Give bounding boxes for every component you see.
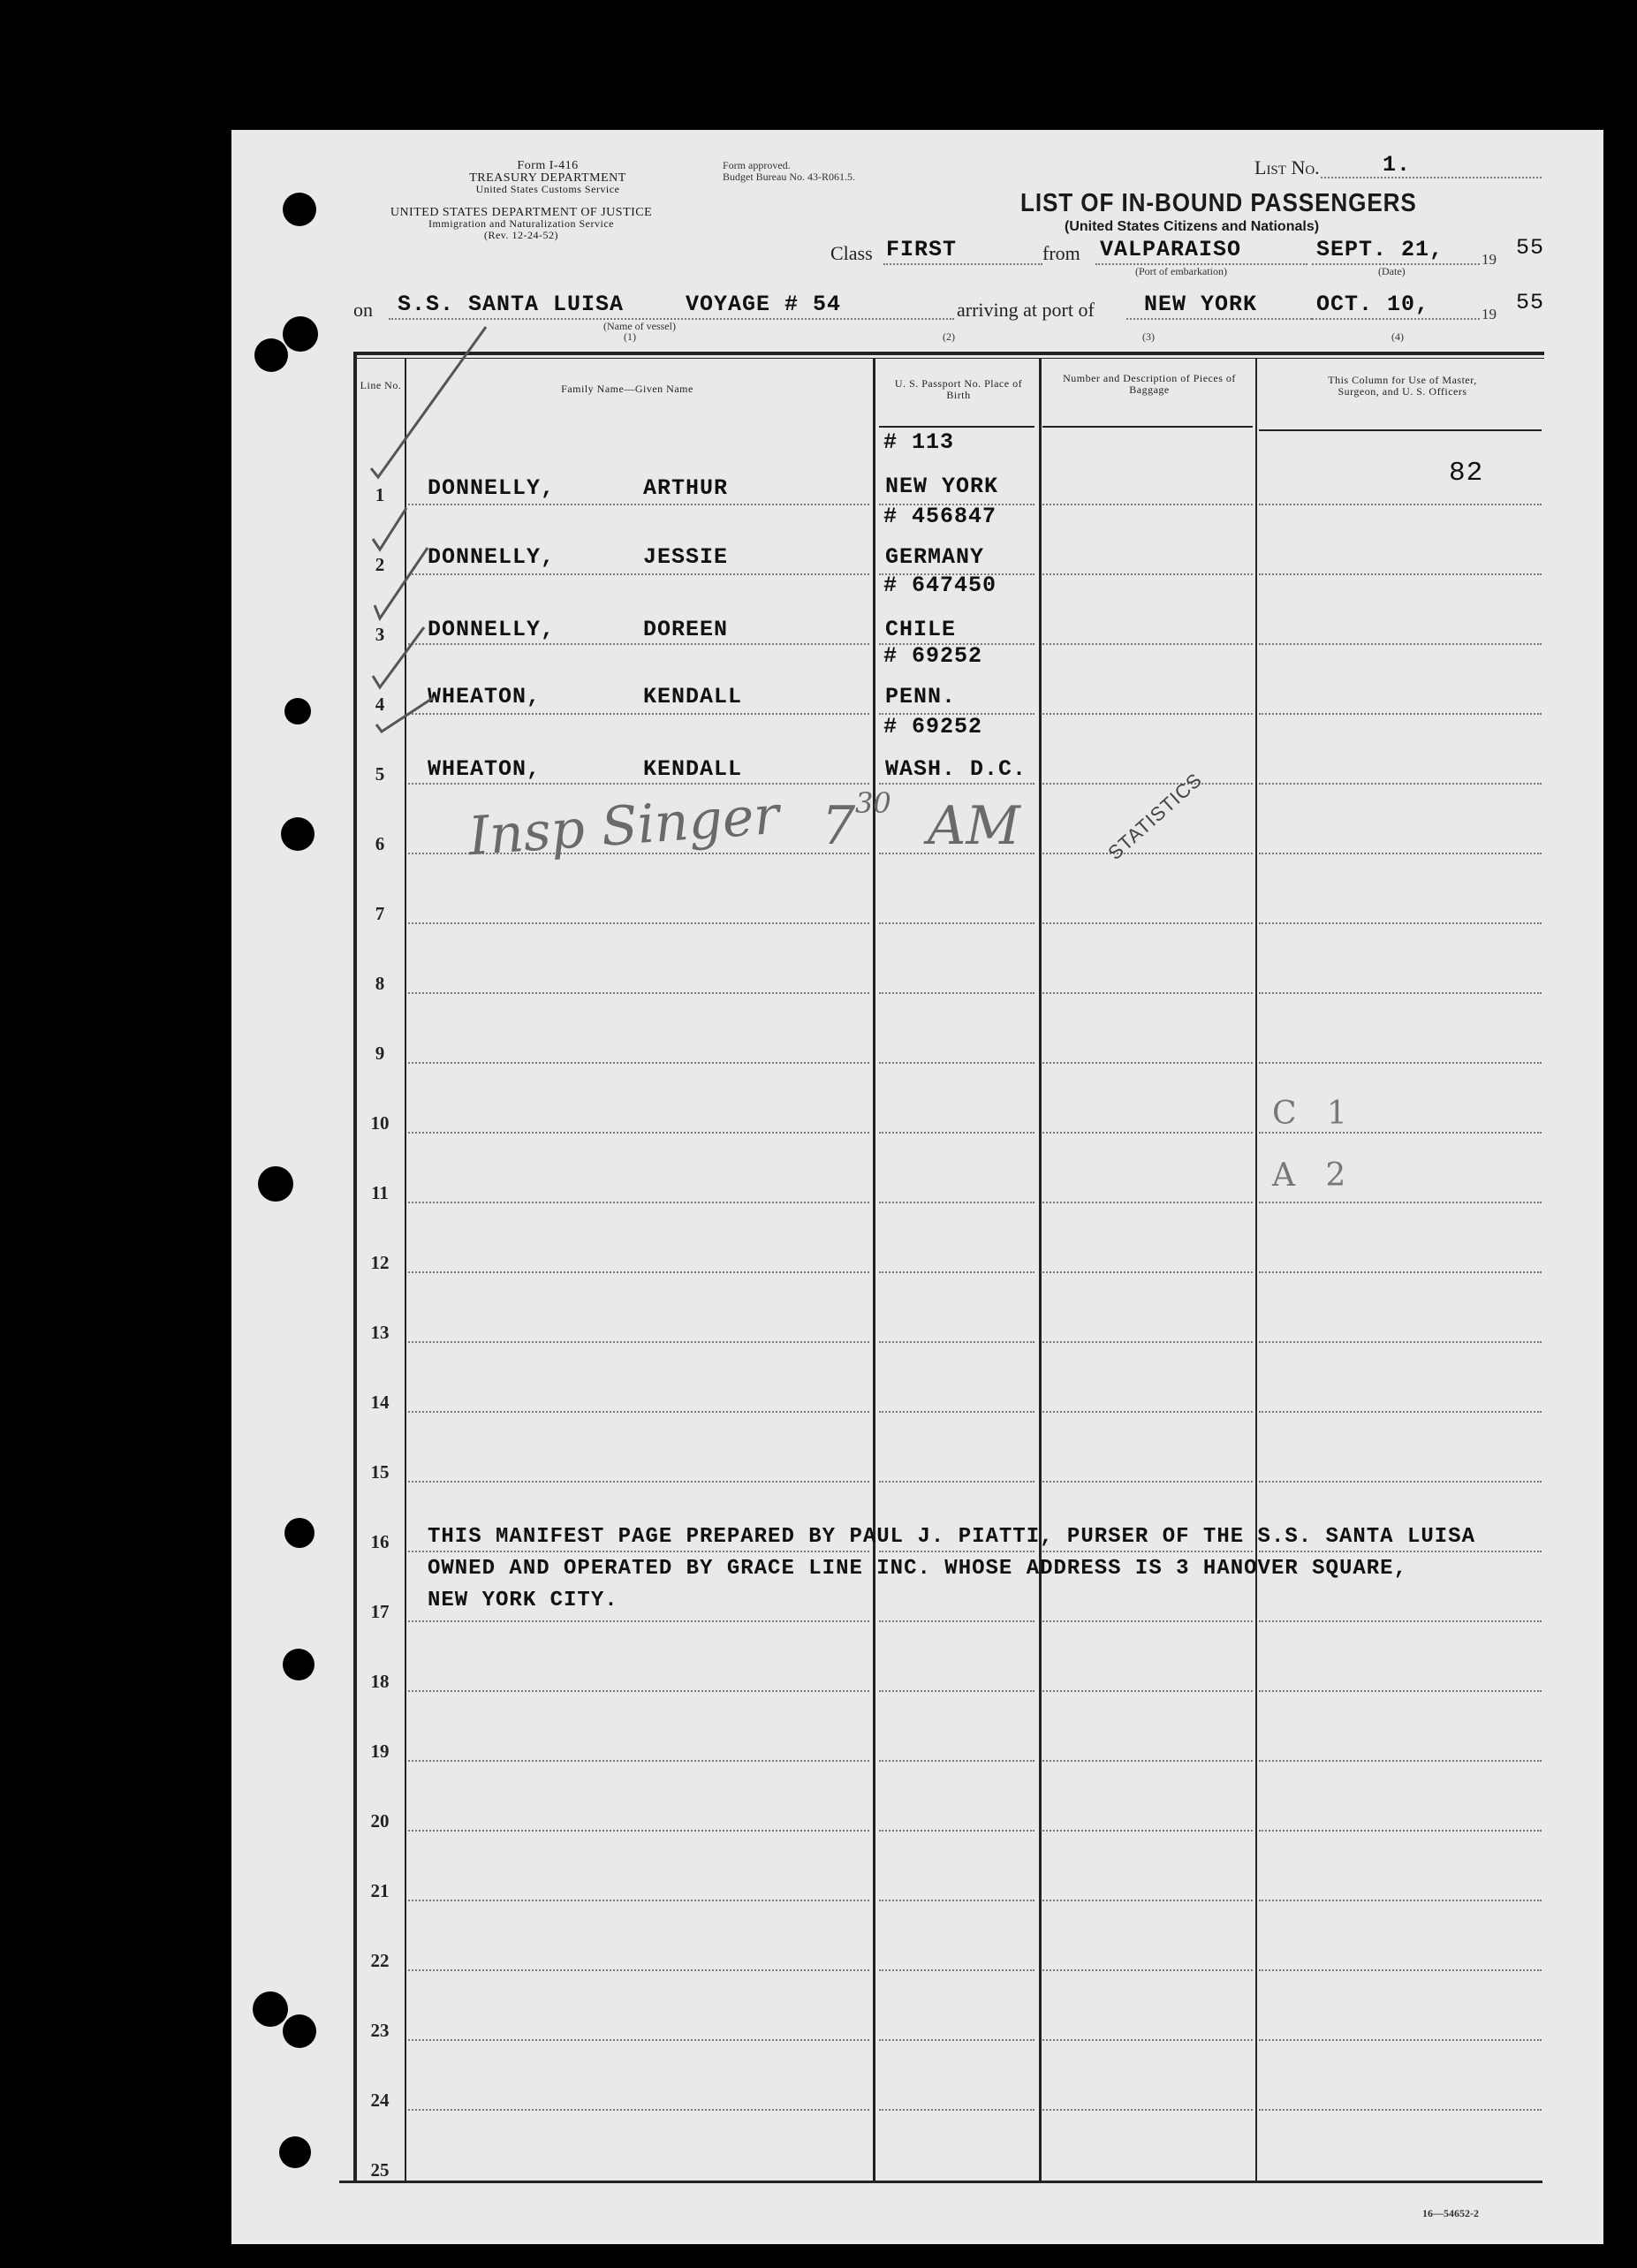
line-number: 7 — [375, 903, 385, 924]
name-col-rule — [873, 358, 875, 2181]
row-rule — [1042, 1900, 1253, 1901]
row-rule — [1259, 1202, 1542, 1203]
purser-statement-line: THIS MANIFEST PAGE PREPARED BY PAUL J. PIATTI, PURSER OF THE S.S. SANTA LUISA — [428, 1525, 1475, 1549]
caption-2: (2) — [943, 330, 955, 343]
row-rule — [408, 1830, 869, 1832]
passport-number: # 456847 — [883, 504, 997, 529]
row-rule — [879, 1481, 1034, 1483]
line-number: 25 — [370, 2159, 390, 2181]
row-rule — [879, 2109, 1034, 2111]
form-number: Form I-416 — [517, 159, 579, 172]
row-rule — [1042, 1271, 1253, 1273]
line-number: 1 — [375, 484, 385, 505]
header-rule — [1259, 429, 1542, 431]
row-rule — [1042, 1341, 1253, 1343]
row-rule — [1259, 2039, 1542, 2041]
row-rule — [408, 2039, 869, 2041]
row-rule — [1042, 1690, 1253, 1692]
passport-number: # 647450 — [883, 573, 997, 598]
row-rule — [408, 783, 869, 785]
row-rule — [408, 1900, 869, 1901]
row-rule — [1259, 1411, 1542, 1413]
line-number: 6 — [375, 833, 385, 854]
row-rule — [1259, 1132, 1542, 1134]
header-rule — [879, 426, 1034, 428]
row-rule — [1259, 1620, 1542, 1622]
row-rule — [408, 2109, 869, 2111]
row-rule — [1042, 504, 1253, 505]
row-rule — [1042, 1620, 1253, 1622]
row-rule — [408, 992, 869, 994]
passport-number: # 69252 — [883, 714, 983, 740]
row-rule — [1259, 573, 1542, 575]
row-rule — [1042, 853, 1253, 854]
checkmarks — [353, 318, 512, 733]
row-rule — [1259, 713, 1542, 715]
row-rule — [1042, 992, 1253, 994]
vessel-caption: (Name of vessel) — [603, 320, 676, 332]
row-rule — [1259, 1830, 1542, 1832]
purser-statement-line: OWNED AND OPERATED BY GRACE LINE INC. WHOSE ADDRESS IS 3 HANOVER SQUARE, — [428, 1557, 1407, 1581]
birth-place: WASH. D.C. — [885, 756, 1027, 782]
row-rule — [879, 1551, 1034, 1552]
class-value: FIRST — [886, 237, 958, 262]
birth-place: PENN. — [885, 684, 957, 709]
line-number: 11 — [371, 1182, 389, 1203]
row-rule — [879, 2039, 1034, 2041]
arrival-year: 55 — [1516, 290, 1545, 315]
row-rule — [879, 992, 1034, 994]
punch-hole — [254, 338, 288, 372]
row-rule — [408, 1202, 869, 1203]
given-name: KENDALL — [643, 756, 743, 782]
col-header-passport: U. S. Passport No. Place of Birth — [894, 377, 1023, 401]
row-rule — [1042, 1411, 1253, 1413]
arrival-port: NEW YORK — [1144, 292, 1258, 317]
passport-number: # 113 — [883, 429, 955, 455]
table-bottom-rule — [339, 2181, 1542, 2183]
punch-hole — [253, 1991, 288, 2027]
row-rule — [1042, 1481, 1253, 1483]
row-rule — [408, 1341, 869, 1343]
from-label: from — [1042, 242, 1080, 264]
caption-1: (1) — [624, 330, 636, 343]
footer-code: 16—54652-2 — [1422, 2207, 1479, 2219]
line-number: 5 — [375, 763, 385, 785]
row-rule — [408, 922, 869, 924]
row-rule — [879, 1620, 1034, 1622]
row-rule — [1042, 1830, 1253, 1832]
row-rule — [879, 1271, 1034, 1273]
row-rule — [1042, 573, 1253, 575]
row-rule — [1259, 1271, 1542, 1273]
row-rule — [1042, 1202, 1253, 1203]
row-rule — [1042, 1969, 1253, 1971]
row-rule — [879, 922, 1034, 924]
inspection-time: 7 — [822, 795, 856, 857]
family-name: DONNELLY, — [428, 544, 556, 570]
row-rule — [1259, 1481, 1542, 1483]
row-rule — [1042, 783, 1253, 785]
row-rule — [879, 1202, 1034, 1203]
line-number: 4 — [375, 694, 385, 715]
col-header-officers: This Column for Use of Master, Surgeon, and U. S. Officers — [1328, 374, 1477, 398]
class-line — [883, 263, 1042, 265]
header-rule — [1042, 426, 1253, 428]
class-label: Class — [830, 242, 873, 264]
line-number: 9 — [375, 1043, 385, 1064]
row-rule — [408, 1551, 869, 1552]
col-header-name: Family Name—Given Name — [561, 383, 693, 395]
row-rule — [1259, 1900, 1542, 1901]
given-name: KENDALL — [643, 684, 743, 709]
birth-place: CHILE — [885, 617, 957, 642]
family-name: WHEATON, — [428, 756, 542, 782]
departure-date: SEPT. 21, — [1316, 237, 1444, 262]
row-rule — [1259, 1062, 1542, 1064]
immigration-service: Immigration and Naturalization Service — [428, 217, 614, 230]
given-name: DOREEN — [643, 617, 729, 642]
col-header-line: Line No. — [360, 379, 402, 391]
row-rule — [1259, 992, 1542, 994]
c-mark: C 1 — [1272, 1096, 1347, 1132]
line-number: 23 — [370, 2020, 390, 2041]
row-rule — [879, 1690, 1034, 1692]
statistics-stamp: STATISTICS — [1103, 768, 1207, 864]
line-number: 22 — [370, 1950, 390, 1971]
line-number: 17 — [370, 1601, 390, 1622]
row-rule — [879, 1132, 1034, 1134]
row-rule — [408, 1132, 869, 1134]
row-rule — [1259, 2109, 1542, 2111]
line-number: 8 — [375, 973, 385, 994]
punch-hole — [283, 1649, 315, 1680]
row-rule — [1259, 1969, 1542, 1971]
row-rule — [408, 1411, 869, 1413]
punch-hole — [284, 1518, 315, 1548]
line-number: 15 — [370, 1461, 390, 1483]
embarkation-port: VALPARAISO — [1100, 237, 1242, 262]
col-header-baggage: Number and Description of Pieces of Baggage — [1063, 372, 1236, 396]
row-rule — [408, 1690, 869, 1692]
year-prefix: 19 — [1482, 251, 1497, 268]
arrival-port-line — [1126, 318, 1312, 320]
date-caption: (Date) — [1378, 265, 1406, 277]
row-rule — [1042, 2109, 1253, 2111]
form-revision: (Rev. 12-24-52) — [483, 229, 559, 241]
row-rule — [879, 1760, 1034, 1762]
row-rule — [879, 1830, 1034, 1832]
row-rule — [879, 783, 1034, 785]
row-rule — [1259, 504, 1542, 505]
year-prefix: 19 — [1482, 306, 1497, 322]
line-number: 24 — [370, 2090, 390, 2111]
voyage-number: VOYAGE # 54 — [686, 292, 842, 317]
line-number: 13 — [370, 1322, 390, 1343]
department-of-justice: UNITED STATES DEPARTMENT OF JUSTICE — [390, 206, 653, 219]
passport-col-rule — [1039, 358, 1042, 2181]
row-rule — [408, 1062, 869, 1064]
line-number: 10 — [370, 1112, 390, 1134]
line-number: 19 — [370, 1741, 390, 1762]
row-rule — [1042, 1551, 1253, 1552]
departure-year: 55 — [1516, 235, 1545, 261]
row-rule — [879, 1900, 1034, 1901]
row-rule — [1042, 922, 1253, 924]
given-name: JESSIE — [643, 544, 729, 570]
caption-3: (3) — [1142, 330, 1155, 343]
page-subtitle: (United States Citizens and Nationals) — [1065, 219, 1320, 234]
line-number: 12 — [370, 1252, 390, 1273]
row-rule — [1042, 1760, 1253, 1762]
port-of-embarkation-caption: (Port of embarkation) — [1135, 265, 1227, 277]
family-name: WHEATON, — [428, 684, 542, 709]
vessel-name: S.S. SANTA LUISA — [398, 292, 625, 317]
row-rule — [1259, 1760, 1542, 1762]
line-number: 20 — [370, 1810, 390, 1832]
page-title: LIST OF IN-BOUND PASSENGERS — [1020, 189, 1417, 217]
budget-bureau: Budget Bureau No. 43-R061.5. — [723, 171, 855, 183]
a-mark: A 2 — [1272, 1157, 1346, 1194]
baggage-col-rule — [1255, 358, 1257, 2181]
arriving-label: arriving at port of — [957, 299, 1095, 321]
punch-hole — [281, 817, 315, 851]
list-number-value: 1. — [1383, 152, 1412, 178]
punch-hole — [284, 698, 311, 724]
row-rule — [879, 1062, 1034, 1064]
row-rule — [879, 1411, 1034, 1413]
row-rule — [1042, 1062, 1253, 1064]
punch-hole — [258, 1166, 293, 1202]
given-name: ARTHUR — [643, 475, 729, 501]
purser-statement-line: NEW YORK CITY. — [428, 1589, 618, 1612]
officer-note: 82 — [1449, 458, 1484, 489]
row-rule — [408, 1481, 869, 1483]
inspector-signature: Insp Singer — [466, 784, 782, 869]
row-rule — [408, 1969, 869, 1971]
row-rule — [1042, 643, 1253, 645]
form-approved: Form approved. — [723, 159, 791, 171]
row-rule — [1259, 922, 1542, 924]
row-rule — [879, 1969, 1034, 1971]
inspection-time-minutes: 30 — [855, 786, 891, 820]
family-name: DONNELLY, — [428, 617, 556, 642]
row-rule — [408, 1271, 869, 1273]
row-rule — [1259, 853, 1542, 854]
row-rule — [1259, 643, 1542, 645]
inspection-ampm: AM — [928, 795, 1020, 857]
row-rule — [1259, 1690, 1542, 1692]
line-number: 21 — [370, 1880, 390, 1901]
row-rule — [1259, 1341, 1542, 1343]
family-name: DONNELLY, — [428, 475, 556, 501]
line-number: 3 — [375, 624, 385, 645]
row-rule — [408, 1760, 869, 1762]
line-number: 16 — [370, 1531, 390, 1552]
punch-hole — [283, 2014, 316, 2048]
row-rule — [1042, 1132, 1253, 1134]
punch-hole — [283, 193, 316, 226]
list-number-label: List No. — [1254, 156, 1320, 178]
punch-hole — [279, 2136, 311, 2168]
arrival-date: OCT. 10, — [1316, 292, 1430, 317]
arrival-date-line — [1312, 318, 1480, 320]
row-rule — [1259, 783, 1542, 785]
row-rule — [879, 1341, 1034, 1343]
on-label: on — [353, 299, 373, 321]
punch-hole — [283, 316, 318, 352]
caption-4: (4) — [1391, 330, 1404, 343]
row-rule — [1042, 2039, 1253, 2041]
birth-place: GERMANY — [885, 544, 985, 570]
table-top-rule — [353, 352, 1544, 355]
birth-place: NEW YORK — [885, 474, 999, 499]
customs-service: United States Customs Service — [475, 183, 620, 195]
table-top-rule-thin — [353, 358, 1544, 359]
treasury-department: TREASURY DEPARTMENT — [469, 171, 626, 185]
line-number: 18 — [370, 1671, 390, 1692]
line-number: 2 — [375, 554, 385, 575]
list-number-line — [1321, 177, 1542, 178]
row-rule — [408, 1620, 869, 1622]
row-rule — [1042, 713, 1253, 715]
passport-number: # 69252 — [883, 643, 983, 669]
line-number: 14 — [370, 1392, 390, 1413]
row-rule — [1259, 1551, 1542, 1552]
